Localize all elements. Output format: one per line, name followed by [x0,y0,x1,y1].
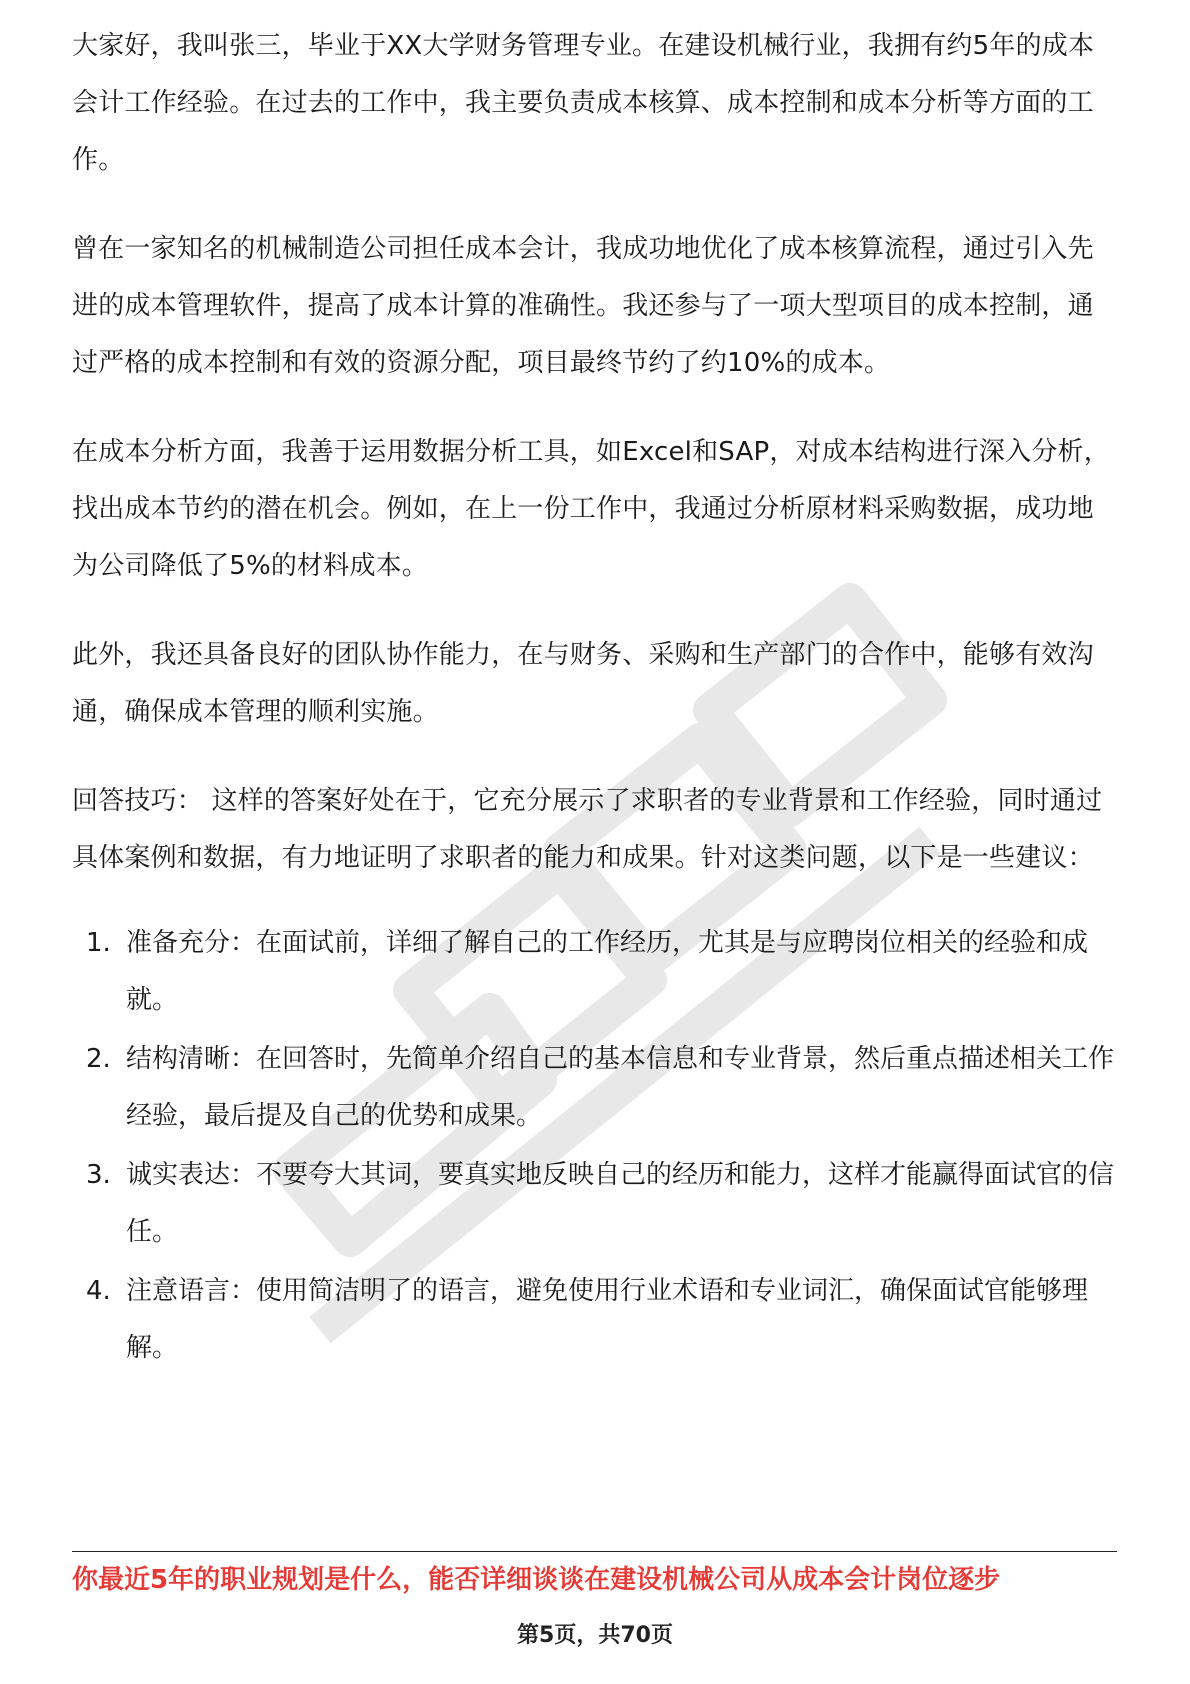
list-number: 1. [86,928,111,958]
list-item-text: 准备充分：在面试前，详细了解自己的工作经历，尤其是与应聘岗位相关的经验和成就。 [126,928,1089,1015]
list-number: 4. [86,1276,111,1306]
tips-list [72,915,1117,1377]
main-content [72,18,1117,1379]
next-question-heading: 你最近5年的职业规划是什么，能否详细谈谈在建设机械公司从成本会计岗位逐步 [72,1565,1001,1595]
list-item-text: 注意语言：使用简洁明了的语言，避免使用行业术语和专业词汇，确保面试官能够理解。 [126,1276,1089,1363]
list-item-text: 诚实表达：不要夸大其词，要真实地反映自己的经历和能力，这样才能赢得面试官的信任。 [126,1160,1115,1247]
list-item-text: 结构清晰：在回答时，先简单介绍自己的基本信息和专业背景，然后重点描述相关工作经验，最后提及自己的优势和成果。 [126,1044,1115,1131]
list-number: 3. [86,1160,111,1190]
section-divider [72,1551,1117,1552]
list-item [72,1031,1117,1145]
page-number-footer: 第5页，共70页 [517,1623,673,1648]
intro-paragraph: 大家好，我叫张三，毕业于XX大学财务管理专业。在建设机械行业，我拥有约5年的成本会计工作经验。在过去的工作中，我主要负责成本核算、成本控制和成本分析等方面的工作。 [72,31,1095,175]
answer-tips-paragraph: 回答技巧： 这样的答案好处在于，它充分展示了求职者的专业背景和工作经验，同时通过具体案例和数据，有力地证明了求职者的能力和成果。针对这类问题，以下是一些建议： [72,786,1103,873]
list-item [72,1147,1117,1261]
list-item [72,1263,1117,1377]
list-item [72,915,1117,1029]
list-number: 2. [86,1044,111,1074]
teamwork-paragraph: 此外，我还具备良好的团队协作能力，在与财务、采购和生产部门的合作中，能够有效沟通，确保成本管理的顺利实施。 [72,640,1094,727]
analysis-paragraph: 在成本分析方面，我善于运用数据分析工具，如Excel和SAP，对成本结构进行深入分析，找出成本节约的潜在机会。例如，在上一份工作中，我通过分析原材料采购数据，成功地为公司降低了5%的材料成本。 [72,437,1110,581]
experience-paragraph: 曾在一家知名的机械制造公司担任成本会计，我成功地优化了成本核算流程，通过引入先进的成本管理软件，提高了成本计算的准确性。我还参与了一项大型项目的成本控制，通过严格的成本控制和有效的资源分配，项目最终节约了约10%的成本。 [72,234,1094,378]
